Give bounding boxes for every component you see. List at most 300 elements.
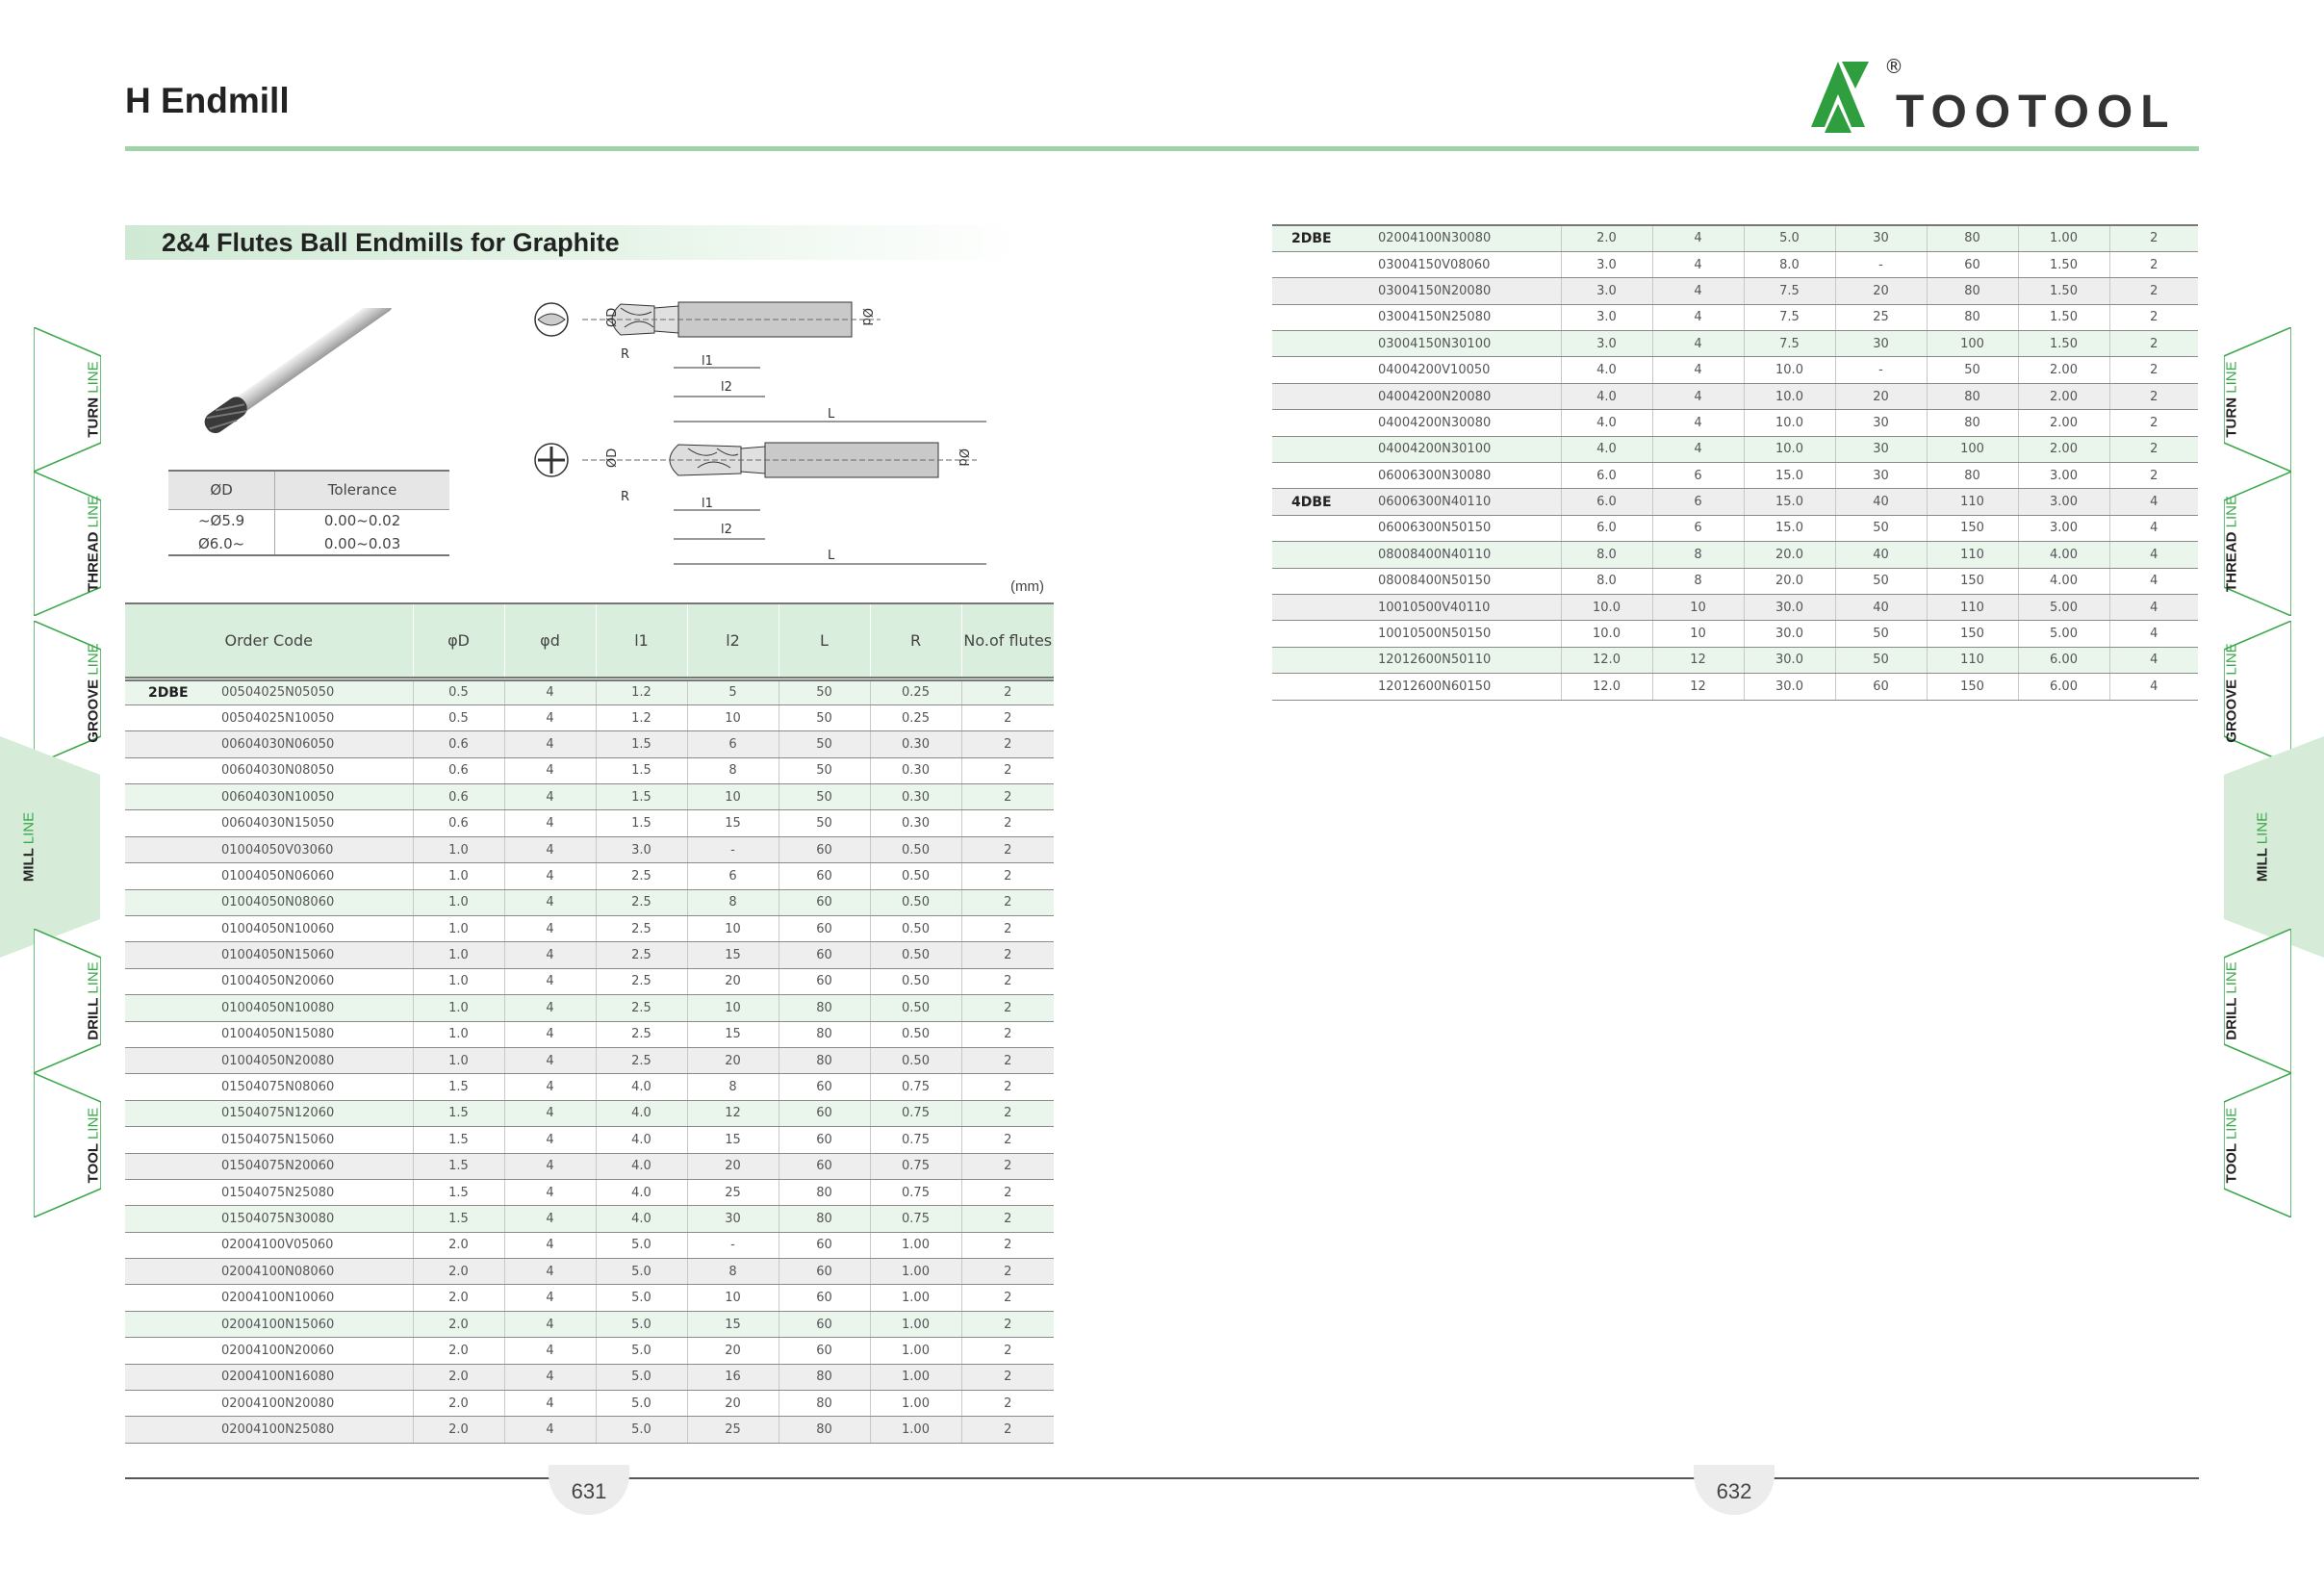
- side-view-2-flute: [582, 302, 986, 422]
- side-tab-thread[interactable]: [34, 472, 101, 616]
- brand-wordmark: TOOTOOL: [1896, 87, 2177, 137]
- side-tab-label: [2224, 1108, 2240, 1184]
- series-cell: [1272, 621, 1378, 647]
- spec-cell: 80: [779, 1206, 870, 1232]
- table-row: [125, 1364, 1054, 1390]
- spec-cell: 3.0: [596, 836, 687, 862]
- order-code-cell: 04004200V10050: [1378, 357, 1561, 383]
- spec-cell: 7.5: [1744, 304, 1835, 330]
- order-code-cell: 01004050V03060: [221, 836, 413, 862]
- registered-mark: ®: [1884, 55, 1903, 78]
- order-code-cell: 08008400N50150: [1378, 568, 1561, 594]
- spec-cell: 100: [1927, 436, 2018, 462]
- spec-cell: 0.5: [413, 704, 504, 730]
- spec-cell: 0.75: [870, 1153, 961, 1179]
- spec-cell: 6: [687, 731, 779, 757]
- table-row: [125, 679, 1054, 704]
- spec-cell: 60: [779, 1259, 870, 1285]
- order-code-cell: 02004100N20060: [221, 1338, 413, 1364]
- spec-cell: 15: [687, 942, 779, 968]
- spec-cell: 4.0: [1561, 383, 1652, 409]
- header-order-code: Order Code: [125, 603, 413, 679]
- table-row: [1272, 331, 2198, 357]
- spec-cell: 0.50: [870, 916, 961, 942]
- spec-cell: 80: [1927, 304, 2018, 330]
- spec-cell: 0.50: [870, 863, 961, 889]
- header-flutes: No.of flutes: [961, 603, 1054, 679]
- spec-cell: 4: [2109, 542, 2198, 568]
- spec-cell: 4: [1652, 278, 1744, 304]
- table-row: [1272, 304, 2198, 330]
- side-tab-word: GROOVE: [85, 679, 102, 743]
- spec-cell: 10: [687, 1285, 779, 1311]
- order-code-cell: 01504075N08060: [221, 1074, 413, 1100]
- spec-cell: 6: [1652, 463, 1744, 489]
- spec-cell: 10.0: [1744, 383, 1835, 409]
- spec-cell: 4: [504, 1417, 596, 1443]
- spec-cell: 2: [961, 704, 1054, 730]
- order-code-cell: 01004050N20060: [221, 968, 413, 994]
- spec-cell: 50: [779, 731, 870, 757]
- spec-cell: 2.00: [2018, 410, 2109, 436]
- spec-cell: 20.0: [1744, 542, 1835, 568]
- spec-cell: 10: [687, 704, 779, 730]
- table-row: [125, 1021, 1054, 1047]
- tolerance-row: [168, 509, 449, 532]
- table-row: [125, 1259, 1054, 1285]
- spec-cell: 5.0: [596, 1232, 687, 1258]
- spec-cell: 12.0: [1561, 647, 1652, 673]
- table-row: [1272, 489, 2198, 515]
- spec-cell: 1.00: [870, 1311, 961, 1337]
- spec-cell: 20: [687, 1047, 779, 1073]
- table-row: [1272, 251, 2198, 277]
- series-cell: [1272, 251, 1378, 277]
- side-tab-mill[interactable]: [2224, 736, 2324, 958]
- series-cell: [125, 968, 221, 994]
- order-code-cell: 01004050N20080: [221, 1047, 413, 1073]
- svg-text:ØD: ØD: [605, 307, 620, 327]
- spec-cell: 20: [687, 1391, 779, 1417]
- spec-cell: 30: [1835, 225, 1927, 251]
- spec-cell: 0.6: [413, 731, 504, 757]
- tolerance-cell: ~Ø5.9: [197, 512, 245, 530]
- spec-cell: 2.0: [413, 1391, 504, 1417]
- order-code-cell: 02004100N20080: [221, 1391, 413, 1417]
- spec-cell: 4: [1652, 383, 1744, 409]
- spec-cell: 4: [504, 863, 596, 889]
- spec-cell: 60: [1835, 674, 1927, 700]
- order-code-cell: 03004150N30100: [1378, 331, 1561, 357]
- spec-cell: 1.00: [870, 1232, 961, 1258]
- spec-cell: 150: [1927, 674, 2018, 700]
- spec-cell: 3.00: [2018, 489, 2109, 515]
- series-cell: [125, 757, 221, 783]
- table-row: [125, 1179, 1054, 1205]
- spec-cell: 0.50: [870, 995, 961, 1021]
- spec-cell: 4: [504, 1285, 596, 1311]
- table-row: [125, 1100, 1054, 1126]
- side-tab-word: TURN: [2223, 397, 2240, 438]
- spec-cell: 30.0: [1744, 594, 1835, 620]
- series-cell: [125, 704, 221, 730]
- side-tab-suffix: LINE: [85, 643, 102, 676]
- spec-cell: 30.0: [1744, 621, 1835, 647]
- side-tab-tool[interactable]: [34, 1073, 101, 1217]
- spec-cell: 0.30: [870, 731, 961, 757]
- spec-cell: 0.5: [413, 679, 504, 704]
- spec-cell: 4: [504, 968, 596, 994]
- spec-cell: 2: [961, 1338, 1054, 1364]
- spec-cell: -: [1835, 251, 1927, 277]
- spec-cell: 4: [504, 731, 596, 757]
- spec-cell: 2: [961, 889, 1054, 915]
- spec-cell: 4: [504, 916, 596, 942]
- series-cell: [1272, 304, 1378, 330]
- order-code-cell: 03004150V08060: [1378, 251, 1561, 277]
- side-tab-label: [2224, 961, 2240, 1039]
- spec-cell: 10.0: [1744, 436, 1835, 462]
- side-tab-label: [2224, 361, 2240, 437]
- spec-cell: 0.50: [870, 1021, 961, 1047]
- series-cell: [125, 1021, 221, 1047]
- spec-cell: 8: [687, 757, 779, 783]
- spec-cell: 20: [1835, 383, 1927, 409]
- series-cell: [1272, 357, 1378, 383]
- order-code-cell: 01004050N10080: [221, 995, 413, 1021]
- spec-cell: 25: [687, 1179, 779, 1205]
- table-row: [1272, 515, 2198, 541]
- spec-cell: 80: [1927, 278, 2018, 304]
- spec-cell: 4: [504, 1364, 596, 1390]
- spec-cell: 2: [961, 1232, 1054, 1258]
- order-code-cell: 02004100N08060: [221, 1259, 413, 1285]
- spec-cell: 1.0: [413, 1021, 504, 1047]
- order-code-cell: 02004100V05060: [221, 1232, 413, 1258]
- spec-cell: 6: [1652, 515, 1744, 541]
- spec-cell: 0.25: [870, 704, 961, 730]
- spec-cell: 1.0: [413, 1047, 504, 1073]
- table-row: [125, 704, 1054, 730]
- spec-cell: 0.30: [870, 757, 961, 783]
- svg-text:ØD: ØD: [605, 448, 620, 468]
- side-tab-drill[interactable]: [34, 929, 101, 1073]
- spec-cell: 150: [1927, 568, 2018, 594]
- spec-cell: 80: [1927, 383, 2018, 409]
- spec-cell: 6.0: [1561, 489, 1652, 515]
- spec-cell: 2: [961, 784, 1054, 810]
- spec-cell: 4: [504, 995, 596, 1021]
- side-tab-suffix: LINE: [2223, 643, 2240, 676]
- spec-cell: 60: [779, 1074, 870, 1100]
- order-code-table-left: [125, 602, 1054, 1444]
- order-code-cell: 01504075N25080: [221, 1179, 413, 1205]
- spec-cell: 4: [1652, 331, 1744, 357]
- spec-cell: 4.0: [596, 1100, 687, 1126]
- spec-cell: 6: [687, 863, 779, 889]
- table-row: [1272, 621, 2198, 647]
- spec-cell: 4: [1652, 410, 1744, 436]
- spec-cell: 1.00: [870, 1364, 961, 1390]
- order-code-cell: 04004200N30080: [1378, 410, 1561, 436]
- spec-cell: 0.30: [870, 784, 961, 810]
- spec-cell: 60: [779, 1232, 870, 1258]
- spec-cell: 4.0: [596, 1179, 687, 1205]
- spec-cell: 1.0: [413, 863, 504, 889]
- series-cell: [125, 836, 221, 862]
- order-code-cell: 04004200N20080: [1378, 383, 1561, 409]
- spec-cell: 50: [1835, 621, 1927, 647]
- table-row: [125, 1127, 1054, 1153]
- spec-cell: 80: [779, 1391, 870, 1417]
- spec-cell: 80: [779, 1021, 870, 1047]
- spec-cell: 3.00: [2018, 463, 2109, 489]
- spec-cell: 60: [779, 889, 870, 915]
- order-code-cell: 01504075N15060: [221, 1127, 413, 1153]
- spec-cell: 2: [2109, 357, 2198, 383]
- order-code-cell: 00504025N05050: [221, 679, 413, 704]
- side-tab-word: GROOVE: [2223, 679, 2240, 743]
- table-row: [125, 995, 1054, 1021]
- spec-cell: 2: [2109, 278, 2198, 304]
- side-tab-mill[interactable]: [0, 736, 100, 958]
- side-tab-suffix: LINE: [85, 1107, 102, 1140]
- spec-cell: 50: [779, 757, 870, 783]
- spec-cell: 30: [1835, 463, 1927, 489]
- spec-cell: 80: [779, 1047, 870, 1073]
- endmill-drawings: [524, 289, 1044, 577]
- spec-cell: 2: [2109, 410, 2198, 436]
- spec-cell: 5.0: [596, 1364, 687, 1390]
- spec-cell: 0.50: [870, 1047, 961, 1073]
- series-cell: [125, 889, 221, 915]
- spec-cell: 16: [687, 1364, 779, 1390]
- side-tab-suffix: LINE: [2223, 495, 2240, 528]
- spec-cell: 110: [1927, 489, 2018, 515]
- spec-cell: 0.75: [870, 1127, 961, 1153]
- spec-cell: 60: [779, 916, 870, 942]
- spec-cell: 0.50: [870, 836, 961, 862]
- tolerance-row: [168, 532, 449, 555]
- spec-cell: 60: [779, 863, 870, 889]
- spec-cell: 10.0: [1744, 357, 1835, 383]
- spec-cell: 0.6: [413, 757, 504, 783]
- spec-cell: 50: [1835, 515, 1927, 541]
- order-code-cell: 08008400N40110: [1378, 542, 1561, 568]
- spec-cell: 1.5: [413, 1179, 504, 1205]
- order-code-cell: 02004100N25080: [221, 1417, 413, 1443]
- table-row: [125, 968, 1054, 994]
- order-code-cell: 01504075N30080: [221, 1206, 413, 1232]
- spec-cell: 2: [961, 916, 1054, 942]
- spec-cell: 2: [961, 1179, 1054, 1205]
- spec-cell: 4: [2109, 568, 2198, 594]
- spec-cell: 3.00: [2018, 515, 2109, 541]
- order-code-cell: 10010500V40110: [1378, 594, 1561, 620]
- spec-cell: 2: [2109, 383, 2198, 409]
- spec-cell: 50: [779, 704, 870, 730]
- spec-cell: 4: [504, 1074, 596, 1100]
- series-cell: [1272, 278, 1378, 304]
- spec-cell: 6: [1652, 489, 1744, 515]
- side-tab-word: TOOL: [2223, 1143, 2240, 1184]
- spec-cell: 4: [504, 1338, 596, 1364]
- side-tab-turn[interactable]: [2224, 327, 2291, 472]
- spec-cell: 60: [779, 836, 870, 862]
- spec-cell: 4: [2109, 515, 2198, 541]
- spec-cell: 110: [1927, 647, 2018, 673]
- spec-cell: 50: [1835, 568, 1927, 594]
- side-tab-suffix: LINE: [85, 495, 102, 528]
- spec-cell: 2: [961, 968, 1054, 994]
- spec-cell: 2: [961, 1285, 1054, 1311]
- order-code-cell: 01004050N15080: [221, 1021, 413, 1047]
- order-code-cell: 03004150N20080: [1378, 278, 1561, 304]
- series-cell: [125, 1338, 221, 1364]
- series-cell: [125, 1364, 221, 1390]
- spec-cell: 80: [1927, 225, 2018, 251]
- spec-cell: 2: [961, 836, 1054, 862]
- table-row: [125, 1285, 1054, 1311]
- spec-cell: 4: [504, 942, 596, 968]
- side-tab-word: TURN: [85, 397, 102, 438]
- spec-cell: 25: [1835, 304, 1927, 330]
- spec-cell: 1.0: [413, 968, 504, 994]
- order-code-cell: 00604030N10050: [221, 784, 413, 810]
- spec-cell: 60: [779, 1285, 870, 1311]
- spec-cell: 30: [687, 1206, 779, 1232]
- svg-text:l2: l2: [721, 380, 732, 395]
- spec-cell: 40: [1835, 489, 1927, 515]
- spec-cell: 4.0: [596, 1074, 687, 1100]
- spec-cell: 0.25: [870, 679, 961, 704]
- spec-cell: 1.00: [870, 1417, 961, 1443]
- spec-cell: 150: [1927, 621, 2018, 647]
- spec-cell: 2.0: [1561, 225, 1652, 251]
- spec-cell: 2: [961, 731, 1054, 757]
- series-cell: [125, 1285, 221, 1311]
- side-tab-turn[interactable]: [34, 327, 101, 472]
- series-cell: [125, 916, 221, 942]
- spec-cell: 30.0: [1744, 647, 1835, 673]
- header-length: L: [779, 603, 870, 679]
- series-cell: [125, 1153, 221, 1179]
- spec-cell: 2.0: [413, 1417, 504, 1443]
- spec-cell: 60: [779, 942, 870, 968]
- tolerance-header-tolerance: Tolerance: [275, 471, 449, 509]
- table-row: [125, 942, 1054, 968]
- series-cell: [1272, 463, 1378, 489]
- series-cell: 2DBE: [125, 679, 221, 704]
- spec-cell: 30.0: [1744, 674, 1835, 700]
- spec-cell: 2.5: [596, 1047, 687, 1073]
- spec-cell: 4: [2109, 489, 2198, 515]
- spec-cell: 1.00: [870, 1285, 961, 1311]
- spec-cell: 110: [1927, 594, 2018, 620]
- spec-cell: 2: [961, 1206, 1054, 1232]
- spec-cell: 2: [961, 757, 1054, 783]
- spec-cell: 2: [2109, 304, 2198, 330]
- order-code-cell: 00604030N08050: [221, 757, 413, 783]
- tolerance-cell: 0.00~0.02: [275, 509, 449, 532]
- spec-cell: 3.0: [1561, 331, 1652, 357]
- side-tab-label: [2224, 496, 2240, 592]
- spec-cell: 40: [1835, 542, 1927, 568]
- spec-cell: 6.00: [2018, 674, 2109, 700]
- spec-cell: 20: [1835, 278, 1927, 304]
- spec-cell: 20: [687, 1153, 779, 1179]
- spec-cell: 60: [779, 1338, 870, 1364]
- spec-cell: 60: [779, 1100, 870, 1126]
- series-cell: [125, 1047, 221, 1073]
- spec-cell: 60: [1927, 251, 2018, 277]
- spec-cell: 80: [1927, 410, 2018, 436]
- spec-cell: 80: [779, 1364, 870, 1390]
- spec-cell: 60: [779, 968, 870, 994]
- table-row: [125, 889, 1054, 915]
- series-cell: [125, 1417, 221, 1443]
- spec-cell: 60: [779, 1311, 870, 1337]
- spec-cell: 3.0: [1561, 278, 1652, 304]
- spec-cell: 0.50: [870, 968, 961, 994]
- unit-label: (mm): [1010, 578, 1044, 595]
- order-code-cell: 00504025N10050: [221, 704, 413, 730]
- table-row: [1272, 410, 2198, 436]
- spec-cell: 1.00: [870, 1338, 961, 1364]
- spec-cell: 4: [504, 1100, 596, 1126]
- spec-cell: 12: [1652, 647, 1744, 673]
- table-row: [125, 863, 1054, 889]
- spec-cell: 15.0: [1744, 489, 1835, 515]
- spec-cell: -: [687, 1232, 779, 1258]
- table-row: [125, 731, 1054, 757]
- order-code-cell: 03004150N25080: [1378, 304, 1561, 330]
- tootool-logo: [1809, 50, 2204, 137]
- spec-cell: 2: [961, 1417, 1054, 1443]
- spec-cell: 1.00: [870, 1391, 961, 1417]
- header-l1: l1: [596, 603, 687, 679]
- spec-cell: 2: [961, 1153, 1054, 1179]
- series-cell: [1272, 542, 1378, 568]
- spec-cell: 2: [961, 942, 1054, 968]
- spec-cell: 1.50: [2018, 251, 2109, 277]
- cross-section-4-flute: [535, 444, 568, 476]
- spec-cell: 2: [961, 1259, 1054, 1285]
- side-tab-tool[interactable]: [2224, 1073, 2291, 1217]
- side-tab-label: [2255, 812, 2271, 882]
- spec-cell: 4.00: [2018, 542, 2109, 568]
- order-code-cell: 06006300N40110: [1378, 489, 1561, 515]
- table-row: [1272, 647, 2198, 673]
- spec-cell: 2.00: [2018, 357, 2109, 383]
- spec-cell: 3.0: [1561, 251, 1652, 277]
- spec-cell: 5.00: [2018, 621, 2109, 647]
- side-tab-drill[interactable]: [2224, 929, 2291, 1073]
- table-row: [125, 1391, 1054, 1417]
- spec-cell: 4: [1652, 304, 1744, 330]
- spec-cell: 2.5: [596, 968, 687, 994]
- series-cell: [125, 1179, 221, 1205]
- side-tab-thread[interactable]: [2224, 472, 2291, 616]
- spec-cell: 0.75: [870, 1179, 961, 1205]
- spec-cell: 4: [2109, 594, 2198, 620]
- table-row: [125, 1153, 1054, 1179]
- spec-cell: 50: [779, 810, 870, 836]
- spec-cell: 8: [687, 1259, 779, 1285]
- spec-cell: 4: [504, 1311, 596, 1337]
- svg-text:Ød: Ød: [956, 448, 970, 467]
- spec-cell: 4: [504, 1047, 596, 1073]
